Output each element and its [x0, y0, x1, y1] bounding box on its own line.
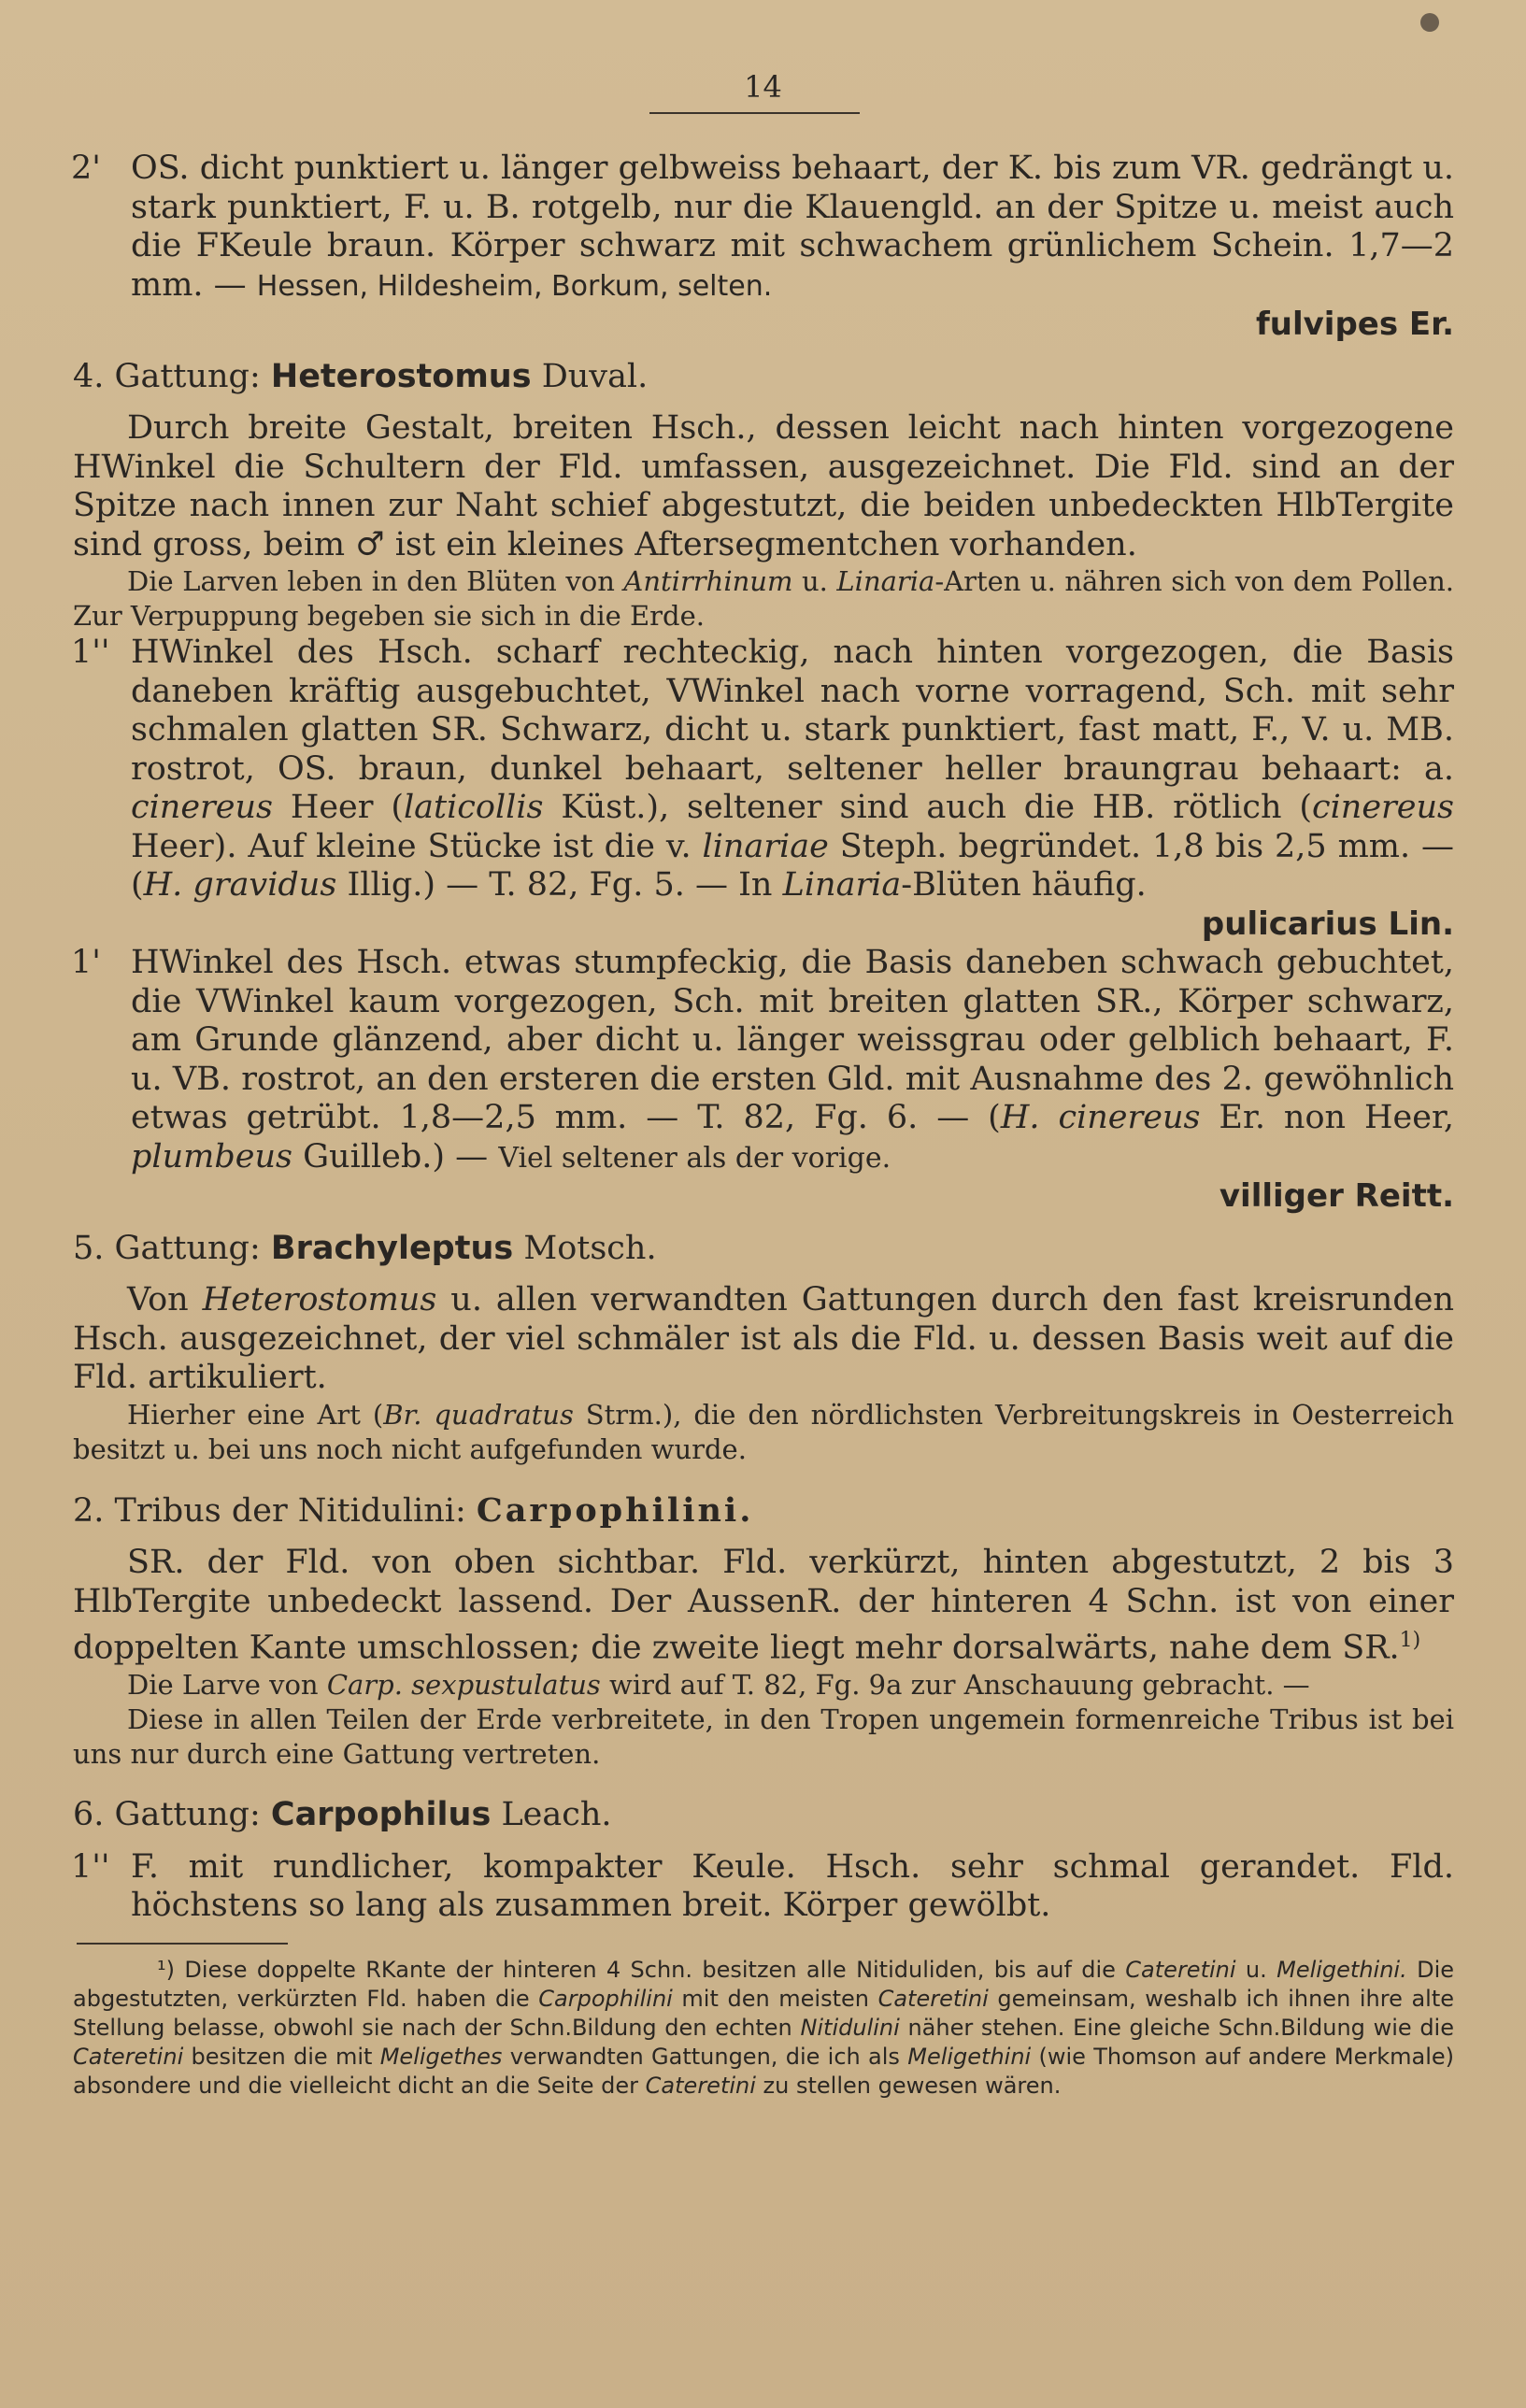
couplet-text: OS. dicht punktiert u. länger gelbweiss behaart, der K. bis zum VR. gedrängt u. stark punktiert, F. u. B. rotgelb, nur die Klauengld. an der Spitze u. meist auch die FKeule braun. Körper schwarz mit schwachem grünlichem Schein. 1,7—2 mm. — Hessen, Hildesheim, Borkum, selten. — [131, 150, 1454, 304]
distribution-note: Diese in allen Teilen der Erde verbreitete, in den Tropen ungemein formenreiche Tribus ist bei uns nur durch eine Gattung vertreten. — [73, 1703, 1454, 1771]
page-number: 14 — [744, 69, 782, 105]
genus-heading-5: 5. Gattung: Brachyleptus Motsch. — [73, 1229, 657, 1267]
footnote — [73, 1956, 1454, 2101]
distribution-note: Hierher eine Art (Br. quadratus Strm.), die den nördlichsten Verbreitungskreis in Oesterreich besitzt u. bei uns noch nicht aufgefunden wurde. — [73, 1398, 1454, 1465]
footnote-rule — [77, 1943, 288, 1945]
species-name: fulvipes Er. — [1255, 306, 1454, 343]
genus-description: Durch breite Gestalt, breiten Hsch., dessen leicht nach hinten vorgezogene HWinkel die Schultern der Fld. umfassen, ausgezeichnet. Die Fld. sind an der Spitze nach innen zur Naht schief abgestutzt, die beiden unbedeckten HlbTergite sind gross, beim ♂ ist ein kleines Aftersegmentchen vorhanden. — [73, 409, 1454, 563]
page-body — [73, 150, 1454, 2101]
larva-note: Die Larve von Carp. sexpustulatus wird auf T. 82, Fg. 9a zur Anschauung gebracht. — — [127, 1669, 1310, 1702]
couplet-text: F. mit rundlicher, kompakter Keule. Hsch. sehr schmal gerandet. Fld. höchstens so lang als zusammen breit. Körper gewölbt. — [131, 1847, 1454, 1925]
ink-blot — [1420, 13, 1439, 32]
genus-heading-4: 4. Gattung: Heterostomus Duval. — [73, 357, 649, 395]
key-couplet-1a — [73, 1848, 1454, 1926]
key-couplet-1b — [73, 944, 1454, 1217]
footnote-marker[interactable]: 1) — [1399, 1629, 1421, 1652]
tribus-heading: 2. Tribus der Nitidulini: Carpophilini. — [73, 1490, 754, 1530]
locality: Hessen, Hildesheim, Borkum, selten. — [256, 269, 773, 303]
couplet-number: 2' — [71, 150, 101, 187]
key-couplet-1a — [73, 634, 1454, 944]
couplet-number: 1' — [71, 944, 101, 981]
couplet-number: 1'' — [71, 1847, 110, 1886]
couplet-text: HWinkel des Hsch. scharf rechteckig, nach hinten vorgezogen, die Basis daneben kräftig ausgebuchtet, VWinkel nach vorne vorragend, Sch. mit sehr schmalen glatten SR. Schwarz, dicht u. stark punktiert, fast matt, F., V. u. MB. rostrot, OS. braun, dunkel behaart, seltener heller braungrau behaart: a. cinereus Heer (laticollis Küst.), seltener sind auch die HB. rötlich (cinereus Heer). Auf kleine Stücke ist die v. linariae Steph. begründet. 1,8 bis 2,5 mm. — (H. gravidus Illig.) — T. 82, Fg. 5. — In Linaria-Blüten häufig. — [131, 634, 1454, 904]
tribus-description: SR. der Fld. von oben sichtbar. Fld. verkürzt, hinten abgestutzt, 2 bis 3 HlbTergite unbedeckt lassend. Der AussenR. der hinteren 4 Schn. ist von einer doppelten Kante umschlossen; die zweite liegt mehr dorsalwärts, nahe dem SR.$^{1)}$ — [73, 1544, 1454, 1667]
genus-heading-6: 6. Gattung: Carpophilus Leach. — [73, 1796, 612, 1834]
couplet-text: HWinkel des Hsch. etwas stumpfeckig, die Basis daneben schwach gebuchtet, die VWinkel kaum vorgezogen, Sch. mit breiten glatten SR., Körper schwarz, am Grunde glänzend, aber dicht u. länger weissgrau oder gelblich behaart, F. u. VB. rostrot, an den ersteren die ersten Gld. mit Ausnahme des 2. gewöhnlich etwas getrübt. 1,8—2,5 mm. — T. 82, Fg. 6. — (H. cinereus Er. non Heer, plumbeus Guilleb.) — Viel seltener als der vorige. — [131, 944, 1454, 1176]
larva-note: Die Larven leben in den Blüten von Antirrhinum u. Linaria-Arten u. nähren sich von dem Pollen. Zur Verpuppung begeben sie sich in die Erde. — [73, 565, 1454, 632]
key-couplet-2b — [73, 150, 1454, 345]
footnote-text: ¹) Diese doppelte RKante der hinteren 4 Schn. besitzen alle Nitiduliden, bis auf die Cateretini u. Meligethini. Die abgestutzten, verkürzten Fld. haben die Carpophilini mit den meisten Cateretini gemeinsam, weshalb ich ihnen ihre alte Stellung belasse, obwohl sie nach der Schn.Bildung den echten Nitidulini näher stehen. Eine gleiche Schn.Bildung wie die Cateretini besitzen die mit Meligethes verwandten Gattungen, die ich als Meligethini (wie Thomson auf andere Merkmale) absondere und die vielleicht dicht an die Seite der Cateretini zu stellen gewesen wären. — [73, 1956, 1454, 2099]
couplet-number: 1'' — [71, 634, 110, 671]
genus-description: Von Heterostomus u. allen verwandten Gattungen durch den fast kreisrunden Hsch. ausgezeichnet, der viel schmäler ist als die Fld. u. dessen Basis weit auf die Fld. artikuliert. — [73, 1281, 1454, 1396]
species-name: villiger Reitt. — [1219, 1177, 1454, 1215]
species-name: pulicarius Lin. — [1201, 905, 1454, 943]
header-rule — [649, 112, 860, 114]
